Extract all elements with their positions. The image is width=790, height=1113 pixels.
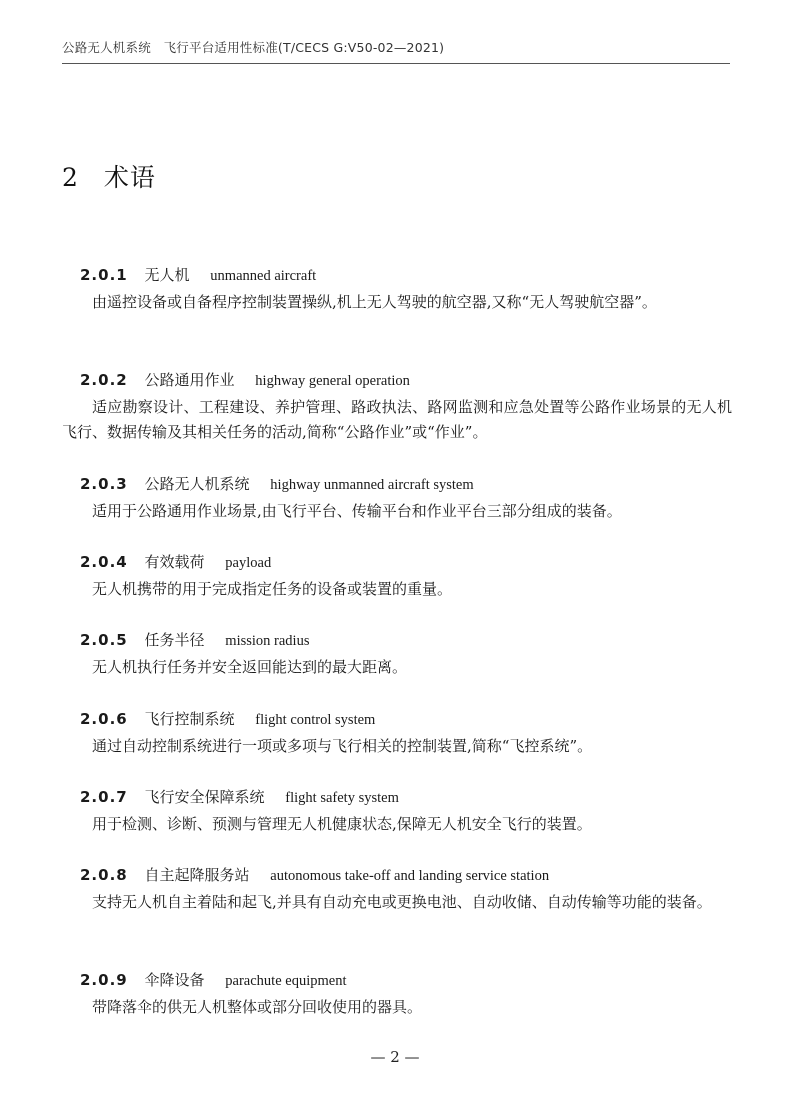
term-definition: 带降落伞的供无人机整体或部分回收使用的器具。: [92, 998, 423, 1016]
term-heading: [62, 370, 732, 391]
term-chinese: 公路通用作业: [144, 371, 235, 389]
term-entry: [62, 474, 732, 524]
term-definition: 无人机携带的用于完成指定任务的设备或装置的重量。: [92, 580, 453, 598]
term-english: payload: [225, 555, 272, 571]
term-english: unmanned aircraft: [210, 268, 317, 284]
term-heading: [62, 787, 732, 808]
term-entry: [62, 865, 732, 915]
term-chinese: 伞降设备: [144, 971, 205, 989]
term-entry: [62, 370, 732, 445]
term-number: 2.0.2: [80, 371, 128, 389]
term-english: highway general operation: [255, 373, 410, 389]
term-heading: [62, 865, 732, 886]
term-chinese: 任务半径: [144, 631, 205, 649]
term-entry: [62, 630, 732, 680]
term-chinese: 自主起降服务站: [144, 866, 250, 884]
term-chinese: 飞行安全保障系统: [144, 788, 265, 806]
term-heading: [62, 265, 732, 286]
term-heading: [62, 709, 732, 730]
term-number: 2.0.4: [80, 553, 128, 571]
term-heading: [62, 970, 732, 991]
term-heading: [62, 630, 732, 651]
term-number: 2.0.1: [80, 266, 128, 284]
term-number: 2.0.6: [80, 710, 128, 728]
term-definition: 用于检测、诊断、预测与管理无人机健康状态,保障无人机安全飞行的装置。: [92, 815, 592, 833]
page-number: — 2 —: [370, 1048, 420, 1066]
term-number: 2.0.9: [80, 971, 128, 989]
header-rule: [62, 63, 730, 64]
chapter-title: [62, 158, 156, 194]
term-definition: 支持无人机自主着陆和起飞,并具有自动充电或更换电池、自动收储、自动传输等功能的装备。: [92, 893, 712, 911]
term-english: flight safety system: [285, 790, 399, 806]
term-number: 2.0.7: [80, 788, 128, 806]
term-english: autonomous take-off and landing service station: [270, 868, 550, 884]
term-entry: [62, 970, 732, 1020]
term-english: mission radius: [225, 633, 310, 649]
term-english: parachute equipment: [225, 973, 347, 989]
term-entry: [62, 787, 732, 837]
term-definition: 适应勘察设计、工程建设、养护管理、路政执法、路网监测和应急处置等公路作业场景的无人机飞行、数据传输及其相关任务的活动,简称“公路作业”或“作业”。: [62, 398, 732, 441]
term-entry: [62, 552, 732, 602]
term-entry: [62, 709, 732, 759]
term-number: 2.0.8: [80, 866, 128, 884]
term-number: 2.0.3: [80, 475, 128, 493]
term-definition: 由遥控设备或自备程序控制装置操纵,机上无人驾驶的航空器,又称“无人驾驶航空器”。: [92, 293, 657, 311]
term-chinese: 无人机: [144, 266, 190, 284]
term-number: 2.0.5: [80, 631, 128, 649]
term-entry: [62, 265, 732, 315]
running-header: 公路无人机系统 飞行平台适用性标准(T/CECS G:V50-02—2021): [62, 40, 445, 55]
term-heading: [62, 474, 732, 495]
term-heading: [62, 552, 732, 573]
term-definition: 无人机执行任务并安全返回能达到的最大距离。: [92, 658, 408, 676]
term-chinese: 有效载荷: [144, 553, 205, 571]
term-definition: 适用于公路通用作业场景,由飞行平台、传输平台和作业平台三部分组成的装备。: [92, 502, 622, 520]
term-chinese: 飞行控制系统: [144, 710, 235, 728]
term-english: flight control system: [255, 712, 376, 728]
chapter-name: 术语: [103, 163, 156, 192]
term-english: highway unmanned aircraft system: [270, 477, 474, 493]
term-chinese: 公路无人机系统: [144, 475, 250, 493]
chapter-number: 2: [62, 163, 79, 192]
term-definition: 通过自动控制系统进行一项或多项与飞行相关的控制装置,简称“飞控系统”。: [92, 737, 593, 755]
